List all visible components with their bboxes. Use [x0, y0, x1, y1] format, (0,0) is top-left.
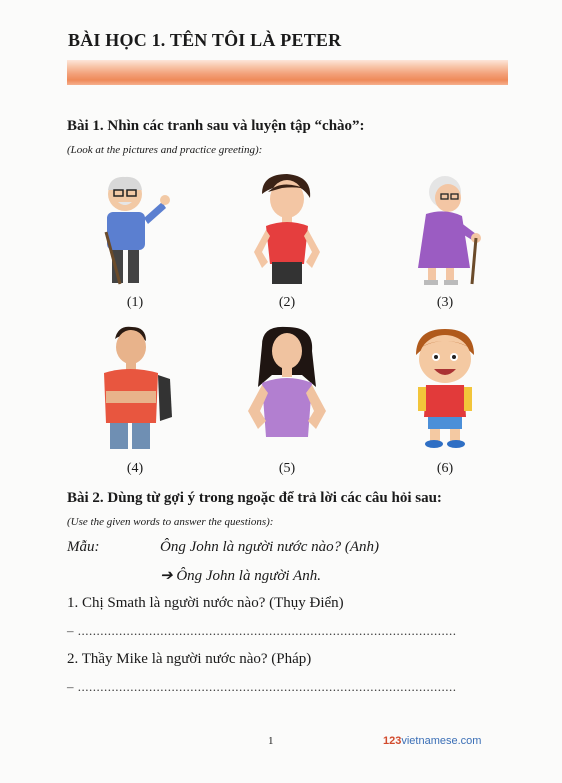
question-1: 1. Chị Smath là người nước nào? (Thụy Điển)	[67, 595, 344, 611]
lesson-title: BÀI HỌC 1. TÊN TÔI LÀ PETER	[68, 30, 342, 50]
page-number: 1	[268, 735, 274, 747]
exercise-2-instruction: (Use the given words to answer the questions):	[67, 516, 274, 528]
picture-2-caption: (2)	[278, 295, 296, 310]
example-question: Ông John là người nước nào? (Anh)	[160, 539, 380, 555]
brand-number: 123	[383, 735, 402, 747]
example-answer: ➔ Ông John là người Anh.	[160, 568, 321, 584]
picture-3-caption: (3)	[436, 295, 454, 310]
picture-6-boy	[390, 325, 500, 475]
title-banner-bar	[67, 60, 508, 85]
picture-5-caption: (5)	[278, 461, 296, 476]
brand-domain: vietnamese.com	[401, 735, 482, 747]
exercise-2-title: Bài 2. Dùng từ gợi ý trong ngoặc để trả lời các câu hỏi sau:	[67, 490, 442, 506]
picture-4-man	[80, 325, 190, 475]
picture-1-caption: (1)	[126, 295, 144, 310]
picture-6-caption: (6)	[436, 461, 454, 476]
picture-4-caption: (4)	[126, 461, 144, 476]
answer-line-2[interactable]: – .....................................................................................................	[67, 679, 457, 694]
example-label: Mẫu:	[67, 539, 100, 555]
answer-line-1[interactable]: – .....................................................................................................	[67, 623, 457, 638]
exercise-1-title: Bài 1. Nhìn các tranh sau và luyện tập “chào”:	[67, 118, 365, 134]
brand-footer	[383, 735, 481, 747]
picture-5-woman-long-hair	[232, 325, 342, 475]
exercise-1-instruction: (Look at the pictures and practice greeting):	[67, 144, 263, 156]
question-2: 2. Thầy Mike là người nước nào? (Pháp)	[67, 651, 312, 667]
